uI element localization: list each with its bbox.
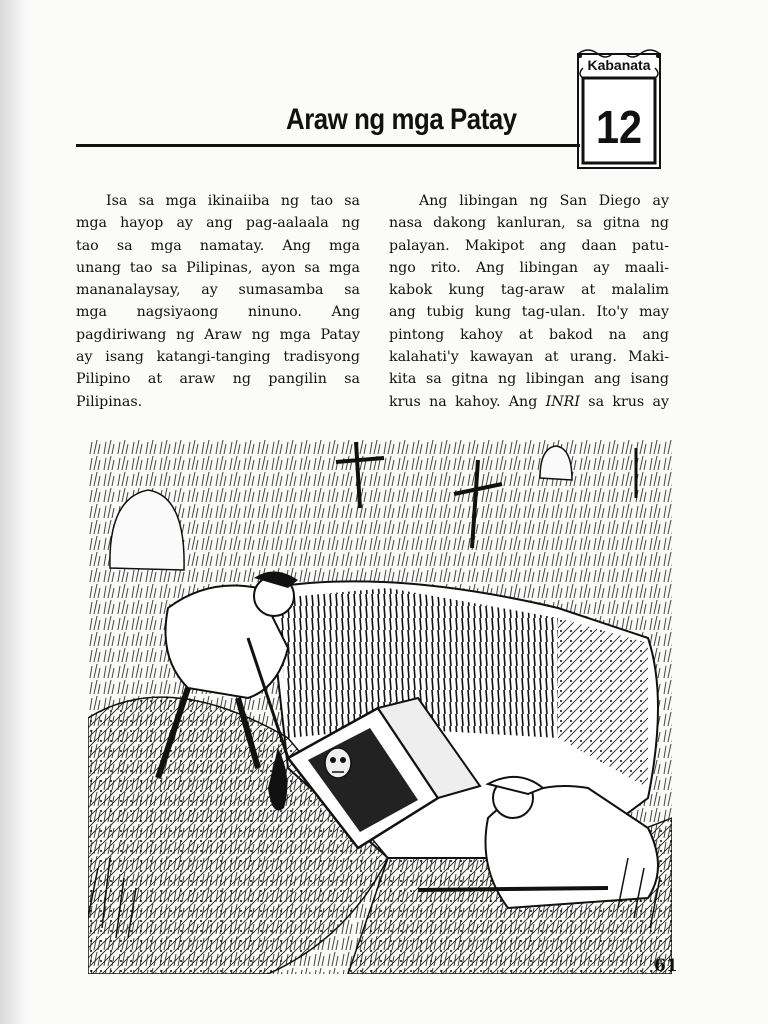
text-line: mga hayop ay ang pag-aalaala ng [76, 215, 360, 232]
text-line: Isa sa mga ikinaiiba ng tao sa [106, 193, 360, 209]
right-text-column [389, 190, 669, 413]
illustration-drawing [88, 438, 672, 974]
text-line: kita sa gitna ng libingan ang isang [389, 371, 669, 388]
chapter-title: Araw ng mga Patay [286, 103, 517, 136]
chapter-badge [574, 48, 664, 172]
text-line: nasa dakong kanluran, sa gitna ng [389, 215, 669, 232]
text-line: mananalaysay, ay sumasamba sa [76, 282, 360, 299]
text-line: Pilipino at araw ng pangilin sa [76, 371, 360, 388]
text-line: kabok kung tag-araw at malalim [389, 282, 669, 299]
text-line: mga nagsiyaong ninuno. Ang [76, 304, 360, 321]
text-fragment: sa krus ay [579, 393, 669, 410]
text-line: Pilipinas. [76, 393, 143, 410]
text-line: ngo rito. Ang libingan ay maali- [389, 259, 669, 276]
text-line: palayan. Makipot ang daan patu- [389, 237, 669, 254]
text-line: Ang libingan ng San Diego ay [419, 193, 669, 209]
text-line: pintong kahoy at bakod na ang [389, 326, 669, 343]
page-number: 61 [654, 956, 678, 976]
text-line: kalahati'y kawayan at urang. Maki- [389, 349, 669, 366]
text-line-last [389, 391, 669, 413]
inri-emphasis: INRI [545, 393, 580, 410]
chapter-number: 12 [595, 101, 643, 153]
left-text-column [76, 190, 360, 413]
gravedigger-illustration [88, 438, 672, 974]
text-line: pagdiriwang ng Araw ng mga Patay [76, 326, 360, 343]
text-line: ay isang katangi-tanging tradisyong [76, 349, 360, 366]
text-fragment: krus na kahoy. Ang [389, 393, 546, 410]
title-rule [76, 144, 580, 147]
page-edge-shadow [0, 0, 30, 1024]
chapter-label: Kabanata [587, 57, 651, 73]
text-line: unang tao sa Pilipinas, ayon sa mga [76, 259, 360, 276]
text-line: ang tubig kung tag-ulan. Ito'y may [389, 304, 669, 321]
text-line: tao sa mga namatay. Ang mga [76, 237, 360, 254]
